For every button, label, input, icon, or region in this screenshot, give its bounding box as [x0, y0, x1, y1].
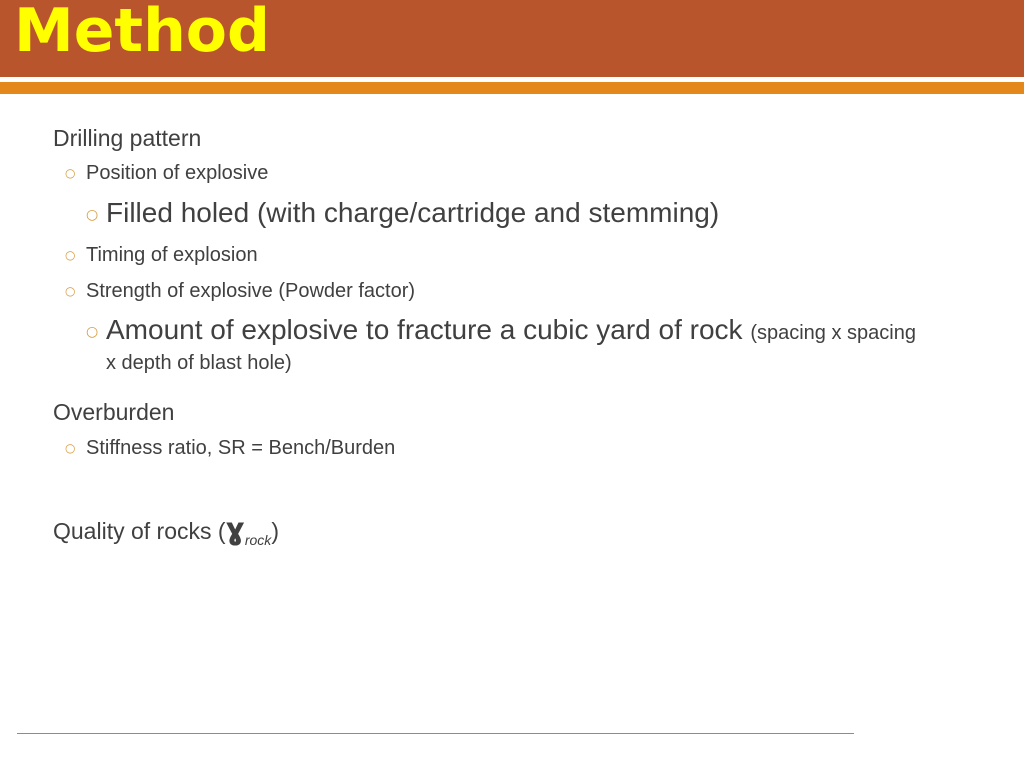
- rock-subscript: rock: [244, 532, 272, 548]
- amount-of-explosive-text: Amount of explosive to fracture a cubic yard of rock: [106, 314, 743, 345]
- bullet-overburden: Overburden: [53, 399, 175, 425]
- bullet-marker: ○: [86, 207, 99, 223]
- bullet-marker: ○: [65, 248, 76, 262]
- gamma-symbol: ɣ: [225, 512, 245, 547]
- bullet-marker: ○: [65, 284, 76, 298]
- slide-title: Method: [14, 0, 270, 66]
- bullet-drilling-pattern: Drilling pattern: [53, 125, 202, 151]
- amount-of-explosive-note-continued: x depth of blast hole): [106, 352, 292, 374]
- bullet-marker: ○: [86, 324, 99, 340]
- quality-of-rocks-close: ): [271, 518, 279, 544]
- bullet-position-of-explosive: Position of explosive: [86, 162, 269, 184]
- bullet-marker: ○: [65, 441, 76, 455]
- bullet-filled-holed: Filled holed (with charge/cartridge and stemming): [106, 197, 720, 228]
- bullet-strength-of-explosive: Strength of explosive (Powder factor): [86, 280, 416, 302]
- footer-divider: [17, 733, 854, 734]
- bullet-amount-of-explosive: [106, 314, 916, 346]
- bullet-stiffness-ratio: Stiffness ratio, SR = Bench/Burden: [86, 437, 396, 459]
- bullet-marker: ○: [65, 166, 76, 180]
- bullet-quality-of-rocks: [53, 512, 279, 548]
- bullet-timing-of-explosion: Timing of explosion: [86, 244, 258, 266]
- quality-of-rocks-text: Quality of rocks (: [53, 518, 226, 544]
- amount-of-explosive-note: (spacing x spacing: [750, 322, 916, 344]
